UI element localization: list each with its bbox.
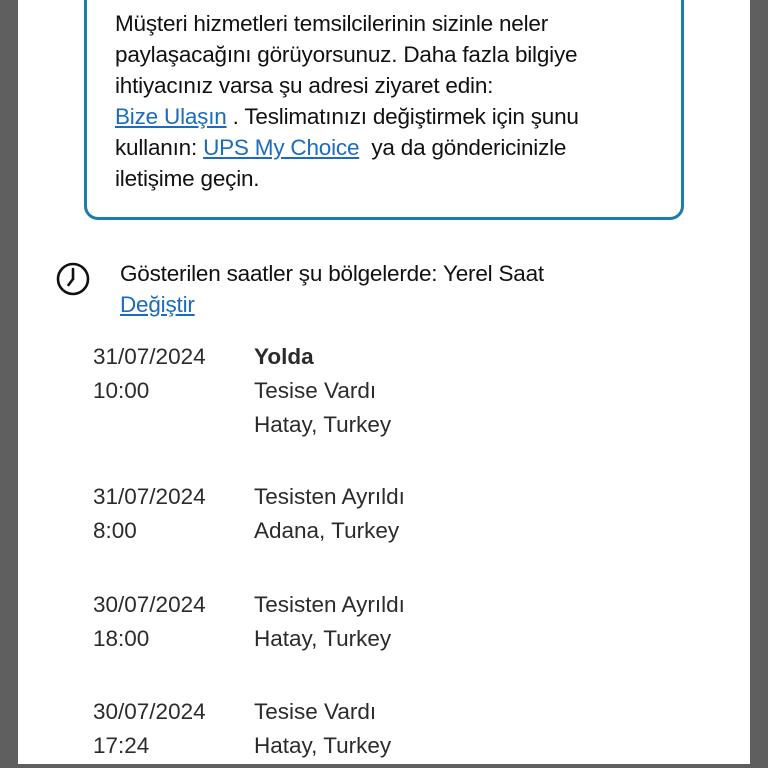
- event-location: Adana, Turkey: [254, 518, 400, 543]
- event-details: [254, 480, 405, 548]
- notice-line: ihtiyacınız varsa şu adresi ziyaret edin:: [115, 73, 494, 98]
- event-location: Hatay, Turkey: [254, 626, 392, 651]
- event-time: 17:24: [93, 733, 150, 758]
- event-time: 10:00: [93, 378, 150, 403]
- notice-text: [115, 8, 675, 194]
- event-activity: Tesise Vardı: [254, 378, 377, 403]
- event-details: [254, 588, 405, 656]
- event-details: [254, 340, 391, 442]
- timezone-label: Gösterilen saatler şu bölgelerde: Yerel Saat: [120, 261, 544, 286]
- timezone-text: [120, 258, 720, 320]
- notice-line: [115, 101, 675, 132]
- frame-left: [0, 0, 18, 768]
- clock-icon: [56, 261, 92, 297]
- event-time: 8:00: [93, 518, 137, 543]
- event-date: 30/07/2024: [93, 699, 206, 724]
- contact-us-link[interactable]: Bize Ulaşın: [115, 104, 227, 129]
- event-activity: Tesisten Ayrıldı: [254, 592, 405, 617]
- event-location: Hatay, Turkey: [254, 412, 392, 437]
- notice-text-fragment: kullanın:: [115, 135, 204, 160]
- ups-my-choice-link[interactable]: UPS My Choice: [203, 135, 360, 160]
- event-date: 31/07/2024: [93, 484, 206, 509]
- event-details: [254, 695, 391, 763]
- frame-right: [750, 0, 768, 768]
- event-location: Hatay, Turkey: [254, 733, 392, 758]
- notice-text-fragment: ya da göndericinizle: [359, 135, 567, 160]
- notice-text-fragment: . Teslimatınızı değiştirmek için şunu: [226, 104, 579, 129]
- notice-line: paylaşacağını görüyorsunuz. Daha fazla bilgiye: [115, 42, 578, 67]
- notice-line: Müşteri hizmetleri temsilcilerinin sizinle neler: [115, 11, 549, 36]
- event-date: 30/07/2024: [93, 592, 206, 617]
- notice-line: [115, 132, 675, 163]
- event-date: 31/07/2024: [93, 344, 206, 369]
- notice-line: iletişime geçin.: [115, 166, 260, 191]
- event-activity: Tesisten Ayrıldı: [254, 484, 405, 509]
- event-status: Yolda: [254, 344, 314, 369]
- change-timezone-link[interactable]: Değiştir: [120, 292, 195, 317]
- frame-bottom: [0, 764, 768, 768]
- event-time: 18:00: [93, 626, 150, 651]
- event-activity: Tesise Vardı: [254, 699, 377, 724]
